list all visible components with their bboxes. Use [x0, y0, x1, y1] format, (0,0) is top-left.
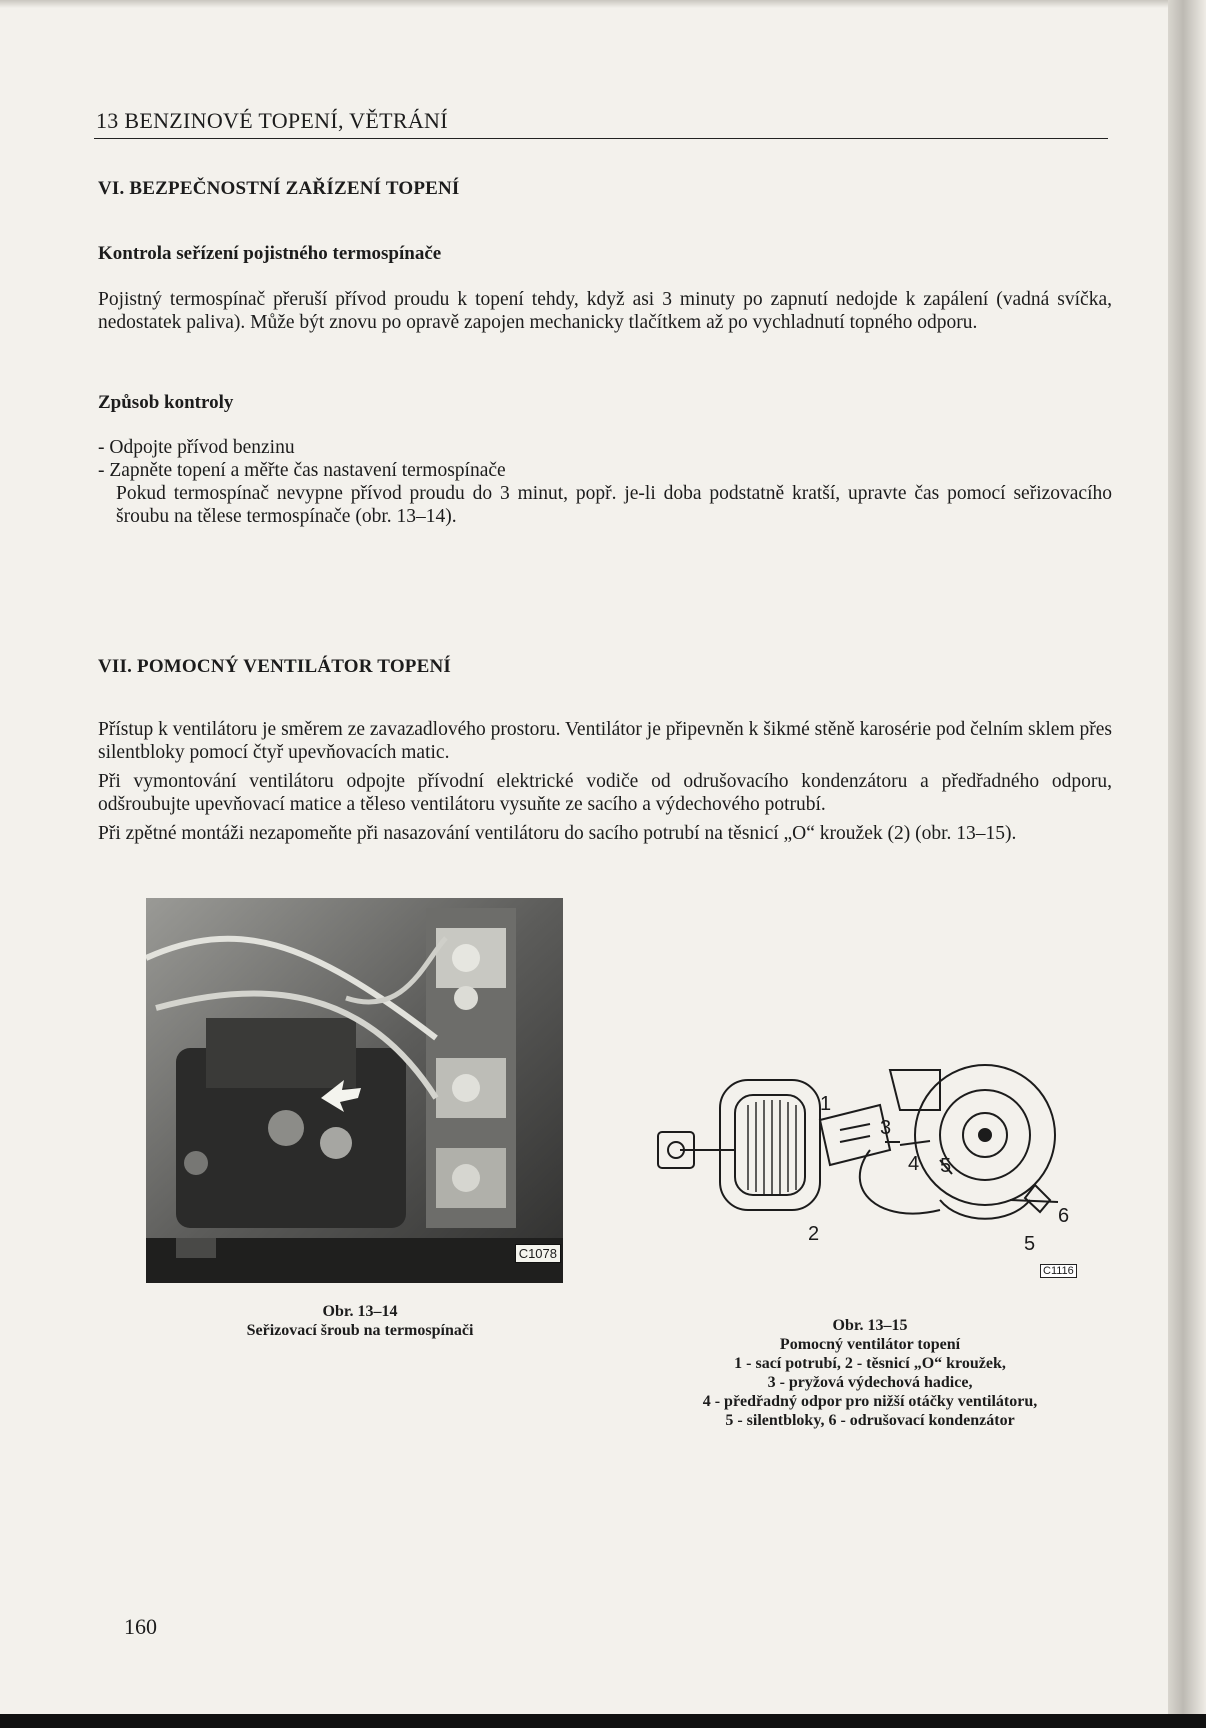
page-edge: [1168, 0, 1206, 1728]
callout-3: 3: [880, 1117, 892, 1139]
callout-5a: 5: [940, 1155, 952, 1177]
callout-6: 6: [1058, 1205, 1070, 1227]
paragraph-thermoswitch: Pojistný termospínač přeruší přívod proudu k topení tehdy, když asi 3 minuty po zapnutí nedojde k zapálení (vadná svíčka, nedostatek paliva). Může být znovu po opravě zapojen mechanicky tlačítkem až po vychladnutí topného odporu.: [98, 289, 1112, 333]
caption-13-15: [660, 1316, 1080, 1430]
running-header: 13 BENZINOVÉ TOPENÍ, VĚTRÁNÍ: [96, 108, 448, 133]
list-item: - Odpojte přívod benzinu: [98, 437, 295, 458]
figure-13-14-photo: [146, 898, 563, 1283]
caption-line: Pomocný ventilátor topení: [779, 1336, 961, 1353]
caption-line: 1 - sací potrubí, 2 - těsnicí „O“ kroužek,: [734, 1355, 1006, 1372]
figure-caption: Seřizovací šroub na termospínači: [246, 1322, 474, 1339]
paragraph: Při zpětné montáži nezapomeňte při nasazování ventilátoru do sacího potrubí na těsnicí „O“ kroužek (2) (obr. 13–15).: [98, 823, 1017, 844]
figure-13-15-drawing: [640, 1050, 1080, 1280]
callout-5b: 5: [1024, 1233, 1036, 1255]
section-heading-vi: VI. BEZPEČNOSTNÍ ZAŘÍZENÍ TOPENÍ: [98, 178, 460, 199]
list-item-continuation: Pokud termospínač nevypne přívod proudu do 3 minut, popř. je-li doba podstatně kratší, upravte čas pomocí seřizovacího šroubu na tělese termospínače (obr. 13–14).: [116, 483, 1112, 527]
figure-number: Obr. 13–15: [832, 1317, 908, 1334]
caption-13-14: [200, 1302, 520, 1340]
page-number: 160: [124, 1614, 157, 1639]
section-vii-text: [98, 718, 1112, 851]
header-rule: [94, 138, 1108, 139]
scan-border: [0, 1714, 1206, 1728]
callout-2: 2: [808, 1223, 820, 1245]
callout-4: 4: [908, 1153, 920, 1175]
caption-line: 5 - silentbloky, 6 - odrušovací kondenzátor: [725, 1412, 1015, 1429]
page-shadow: [0, 0, 1206, 8]
figure-code-label: C1116: [1040, 1264, 1077, 1278]
figure-code-label: C1078: [515, 1244, 561, 1263]
list-item: - Zapněte topení a měřte čas nastavení termospínače: [98, 460, 506, 481]
thermoswitch-photo-illustration: [146, 898, 563, 1283]
figure-number: Obr. 13–14: [322, 1303, 398, 1320]
subheading-method: Způsob kontroly: [98, 392, 234, 413]
paragraph: Při vymontování ventilátoru odpojte přívodní elektrické vodiče od odrušovacího kondenzátoru a předřadného odporu, odšroubujte upevňovací matice a těleso ventilátoru vysuňte ze sacího a výdechového potrubí.: [98, 771, 1112, 815]
check-steps: [98, 436, 1112, 528]
caption-line: 4 - předřadný odpor pro nižší otáčky ventilátoru,: [702, 1393, 1038, 1410]
caption-line: 3 - pryžová výdechová hadice,: [767, 1374, 973, 1391]
subheading-check: Kontrola seřízení pojistného termospínače: [98, 243, 442, 264]
section-heading-vii: VII. POMOCNÝ VENTILÁTOR TOPENÍ: [98, 656, 451, 677]
callout-1: 1: [820, 1093, 832, 1115]
paragraph: Přístup k ventilátoru je směrem ze zavazadlového prostoru. Ventilátor je připevněn k šikmé stěně karosérie pod čelním sklem přes silentbloky pomocí čtyř upevňovacích matic.: [98, 719, 1112, 763]
